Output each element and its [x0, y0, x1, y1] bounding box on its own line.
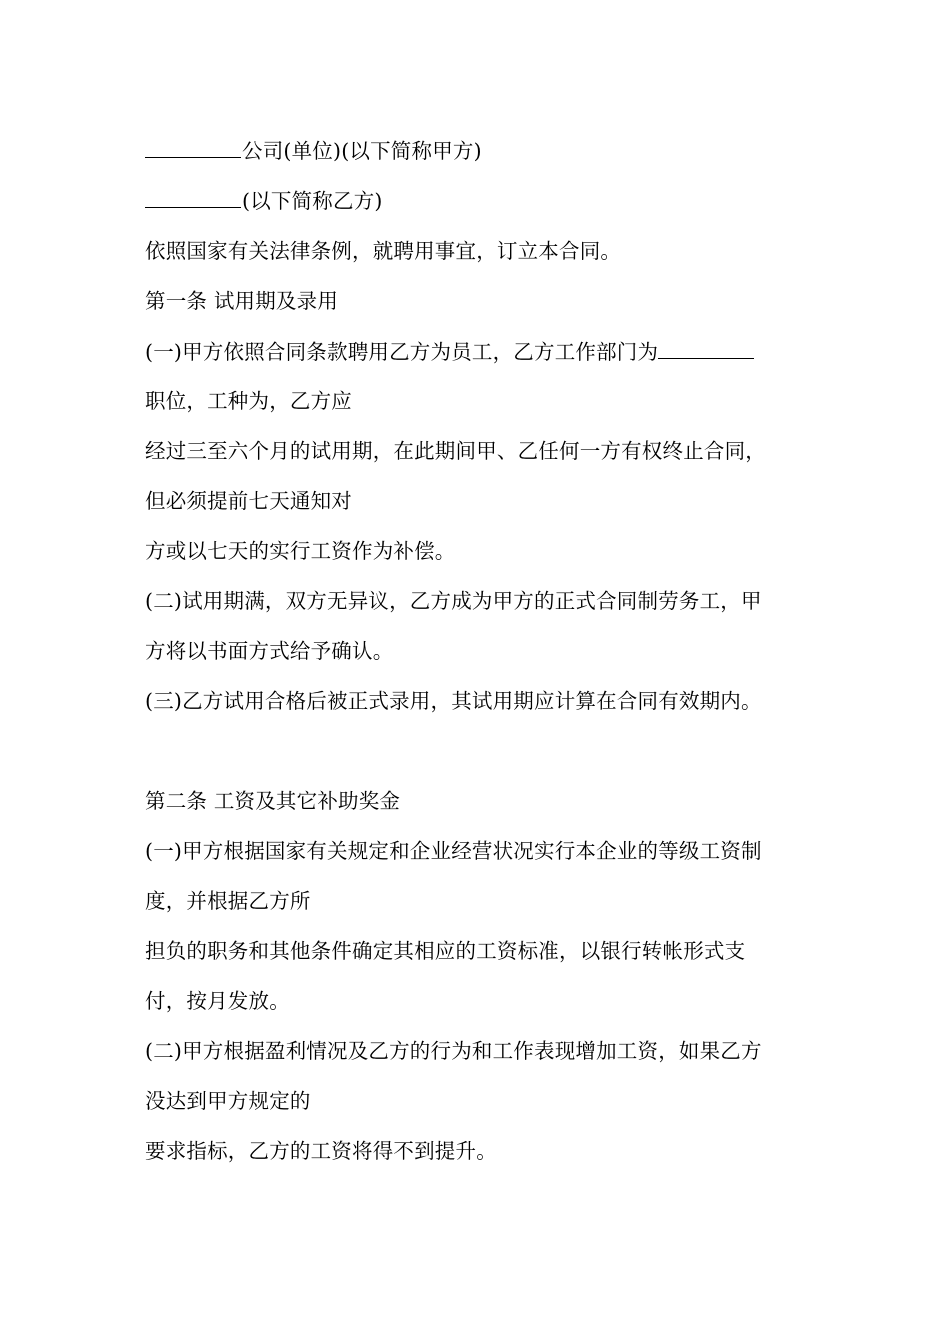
- article-1-heading: 第一条 试用期及录用: [145, 289, 339, 313]
- party-a-text: 公司(单位)(以下简称甲方): [242, 139, 482, 163]
- article-1-item-1-line-5: 方或以七天的实行工资作为补偿。: [145, 539, 456, 563]
- article-2-item-1-line-4: 付，按月发放。: [145, 989, 290, 1013]
- article-1-item-2-line-2: 方将以书面方式给予确认。: [145, 639, 394, 663]
- article-1-item-1-line-1: [145, 339, 755, 365]
- article-2-item-1-line-2: 度，并根据乙方所: [145, 889, 311, 913]
- party-b-text: (以下简称乙方): [242, 189, 383, 213]
- article-2-heading: 第二条 工资及其它补助奖金: [145, 789, 401, 813]
- intro-paragraph: 依照国家有关法律条例，就聘用事宜，订立本合同。: [145, 239, 622, 263]
- fill-in-blank: [145, 189, 241, 208]
- article-2-item-2-line-1: (二)甲方根据盈利情况及乙方的行为和工作表现增加工资，如果乙方: [145, 1039, 762, 1063]
- article-1-item-2-line-1: (二)试用期满，双方无异议，乙方成为甲方的正式合同制劳务工，甲: [145, 589, 762, 613]
- article-2-item-2-line-3: 要求指标，乙方的工资将得不到提升。: [145, 1139, 497, 1163]
- fill-in-blank: [658, 340, 754, 359]
- article-1-item-1-line-2: 职位，工种为，乙方应: [145, 389, 352, 413]
- article-2-item-1-line-3: 担负的职务和其他条件确定其相应的工资标准，以银行转帐形式支: [145, 939, 746, 963]
- party-a-line: [145, 138, 482, 164]
- article-2-item-1-line-1: (一)甲方根据国家有关规定和企业经营状况实行本企业的等级工资制: [145, 839, 762, 863]
- article-1-item-1-line-3: 经过三至六个月的试用期，在此期间甲、乙任何一方有权终止合同，: [145, 439, 766, 463]
- article-1-item-1-line-4: 但必须提前七天通知对: [145, 489, 352, 513]
- article-2-item-2-line-2: 没达到甲方规定的: [145, 1089, 311, 1113]
- article-1-item-3: (三)乙方试用合格后被正式录用，其试用期应计算在合同有效期内。: [145, 689, 762, 713]
- party-b-line: [145, 188, 383, 214]
- fill-in-blank: [145, 139, 241, 158]
- article-1-item-1-text: (一)甲方依照合同条款聘用乙方为员工，乙方工作部门为: [145, 340, 659, 364]
